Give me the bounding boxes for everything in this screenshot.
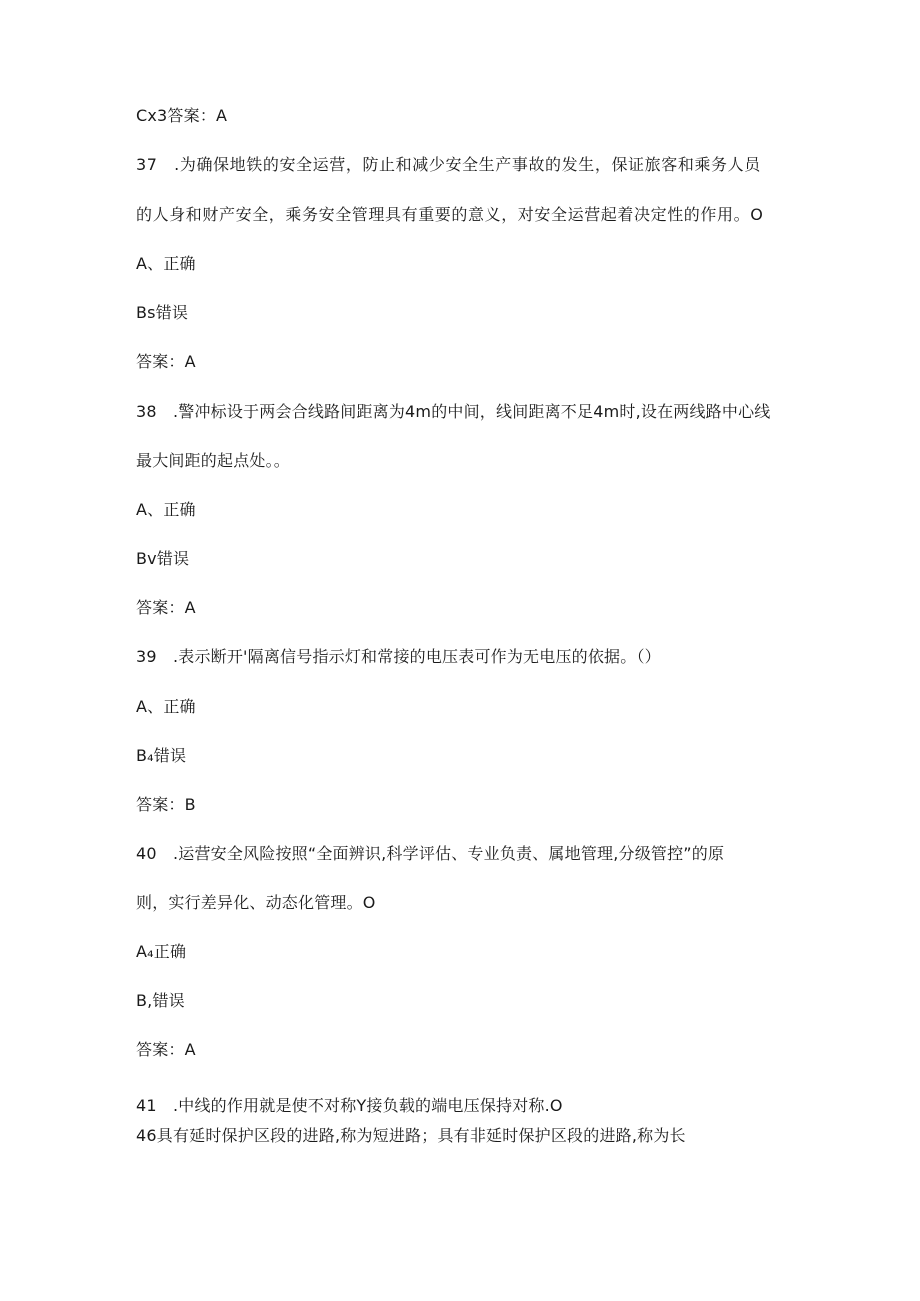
question-41: 41 .中线的作用就是使不对称Y接负载的端电压保持对称.O: [136, 1096, 563, 1115]
option-a: A、正确: [136, 697, 196, 716]
question-38-line-1: 38 .警冲标设于两会合线路间距离为4m的中间，线间距离不足4m时,设在两线路中心线: [136, 402, 771, 421]
question-37-line-1: 37 .为确保地铁的安全运营，防止和减少安全生产事故的发生，保证旅客和乘务人员: [136, 155, 761, 174]
answer-line: Cx3答案：A: [136, 106, 228, 125]
option-b: B₄错误: [136, 746, 187, 765]
question-40-line-1: 40 .运营安全风险按照“全面辨识,科学评估、专业负责、属地管理,分级管控”的原: [136, 844, 725, 863]
option-a: A₄正确: [136, 942, 187, 961]
answer-line: 答案：A: [136, 352, 196, 371]
question-40-line-2: 则，实行差异化、动态化管理。O: [136, 893, 376, 912]
option-b: Bv错误: [136, 549, 190, 568]
answer-line: 答案：A: [136, 598, 196, 617]
option-a: A、正确: [136, 254, 196, 273]
option-b: B,错误: [136, 991, 185, 1010]
question-37-line-2: 的人身和财产安全，乘务安全管理具有重要的意义，对安全运营起着决定性的作用。O: [136, 205, 764, 224]
option-b: Bs错误: [136, 303, 189, 322]
option-a: A、正确: [136, 500, 196, 519]
answer-line: 答案：B: [136, 795, 196, 814]
question-46: 46具有延时保护区段的进路,称为短进路；具有非延时保护区段的进路,称为长: [136, 1126, 686, 1145]
question-38-line-2: 最大间距的起点处。。: [136, 451, 291, 470]
answer-line: 答案：A: [136, 1040, 196, 1059]
question-39: 39 .表示断开'隔离信号指示灯和常接的电压表可作为无电压的依据。（）: [136, 647, 661, 666]
